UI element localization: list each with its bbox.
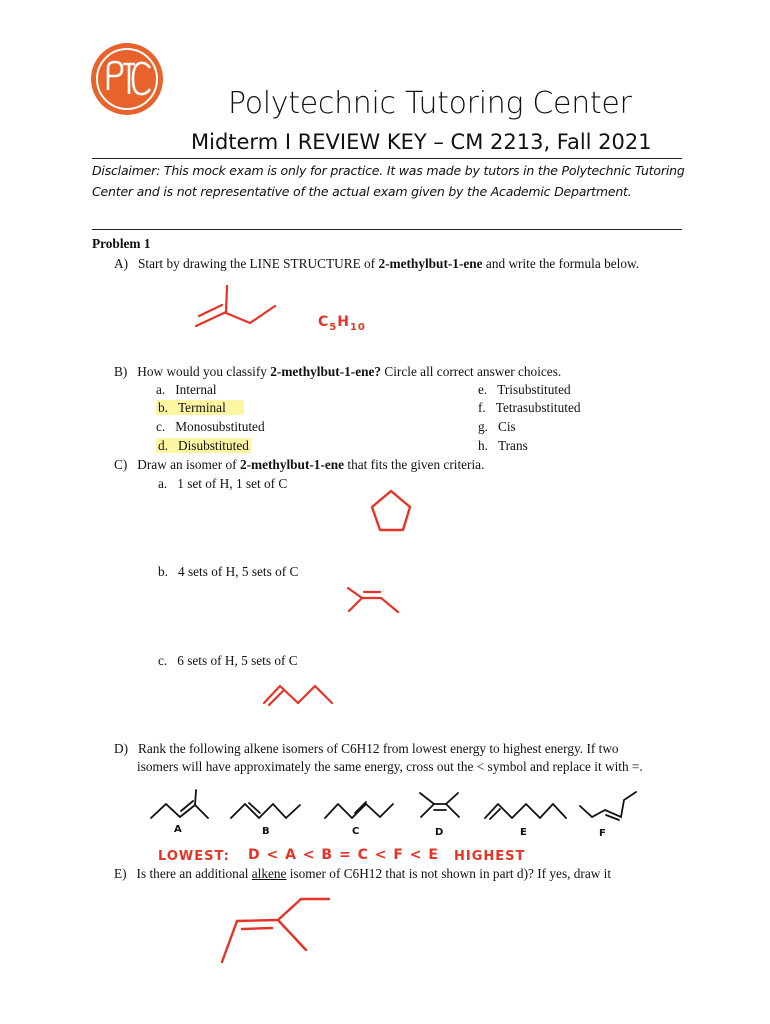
question-e-underlined: alkene [251, 866, 287, 881]
structure-label-f: F [599, 828, 607, 839]
question-e-text-end: isomer of C6H12 that is not shown in part d)? If yes, draw it [286, 866, 612, 881]
question-c-text-end: that fits the given criteria. [344, 457, 485, 472]
answer-formula: $C_5H_{10}$ [318, 314, 366, 333]
answer-2-methylbut-2-ene [348, 588, 398, 612]
structure-d [420, 793, 459, 817]
structure-f [580, 792, 636, 820]
question-b-text: How would you classify [137, 364, 271, 379]
structure-label-a: A [174, 824, 183, 835]
choice-c: c. Monosubstituted [156, 419, 265, 434]
structure-b [231, 803, 300, 818]
structure-label-b: B [262, 826, 271, 837]
question-c-compound: 2-methylbut-1-ene [239, 457, 345, 472]
answer-pent-1-ene [264, 686, 332, 705]
disclaimer-text: Disclaimer: This mock exam is only for practice. It was made by tutors in the Polytechnic Tutoring Center and is not representative of the actual exam given by the Academic Department. [92, 163, 685, 199]
choice-b-highlight: b. Terminal [156, 400, 244, 415]
question-a-label: A) [114, 256, 129, 271]
question-e-label: E) [114, 866, 127, 881]
exam-subtitle: Midterm I REVIEW KEY – CM 2213, Fall 2021 [191, 130, 652, 154]
choice-e: e. Trisubstituted [478, 382, 571, 397]
question-d-line2: isomers will have approximately the same energy, cross out the < symbol and replace it with =. [137, 759, 643, 774]
choice-f: f. Tetrasubstituted [478, 400, 581, 415]
question-d-label: D) [114, 741, 129, 756]
choice-h: h. Trans [478, 438, 528, 453]
problem-heading: Problem 1 [92, 236, 151, 251]
question-a-compound: 2-methylbut-1-ene [378, 256, 483, 271]
question-b-text-end: Circle all correct answer choices. [381, 364, 562, 379]
answer-ranking: D < A < B = C < F < E [248, 847, 439, 863]
choice-a: a. Internal [156, 382, 217, 397]
question-a-text-end: and write the formula below. [482, 256, 640, 271]
answer-lowest-label: LOWEST: [158, 849, 230, 864]
choice-g: g. Cis [478, 419, 516, 434]
choice-d-highlight: d. Disubstituted [158, 438, 249, 453]
question-b-label: B) [114, 364, 128, 379]
structure-label-d: D [435, 827, 445, 838]
answer-3-methylpent-2-ene [222, 899, 329, 962]
criteria-b: b. 4 sets of H, 5 sets of C [158, 564, 299, 579]
structure-label-c: C [352, 826, 361, 837]
structure-e [485, 804, 566, 819]
criteria-a: a. 1 set of H, 1 set of C [158, 476, 288, 491]
question-b-compound: 2-methylbut-1-ene? [270, 364, 382, 379]
criteria-c: c. 6 sets of H, 5 sets of C [158, 653, 298, 668]
question-c-text: Draw an isomer of [137, 457, 240, 472]
question-e-text: Is there an additional [136, 866, 252, 881]
structure-c [325, 802, 393, 818]
answer-highest-label: HIGHEST [454, 849, 526, 864]
structure-a [151, 790, 208, 818]
question-c-label: C) [114, 457, 128, 472]
center-title: Polytechnic Tutoring Center [228, 86, 632, 121]
question-d-line1: Rank the following alkene isomers of C6H12 from lowest energy to highest energy. If two [138, 741, 619, 756]
answer-structure-2-methylbut-1-ene [196, 286, 275, 326]
structure-label-e: E [520, 827, 528, 838]
answer-cyclopentane [372, 491, 410, 530]
question-a-text: Start by drawing the LINE STRUCTURE of [138, 256, 379, 271]
